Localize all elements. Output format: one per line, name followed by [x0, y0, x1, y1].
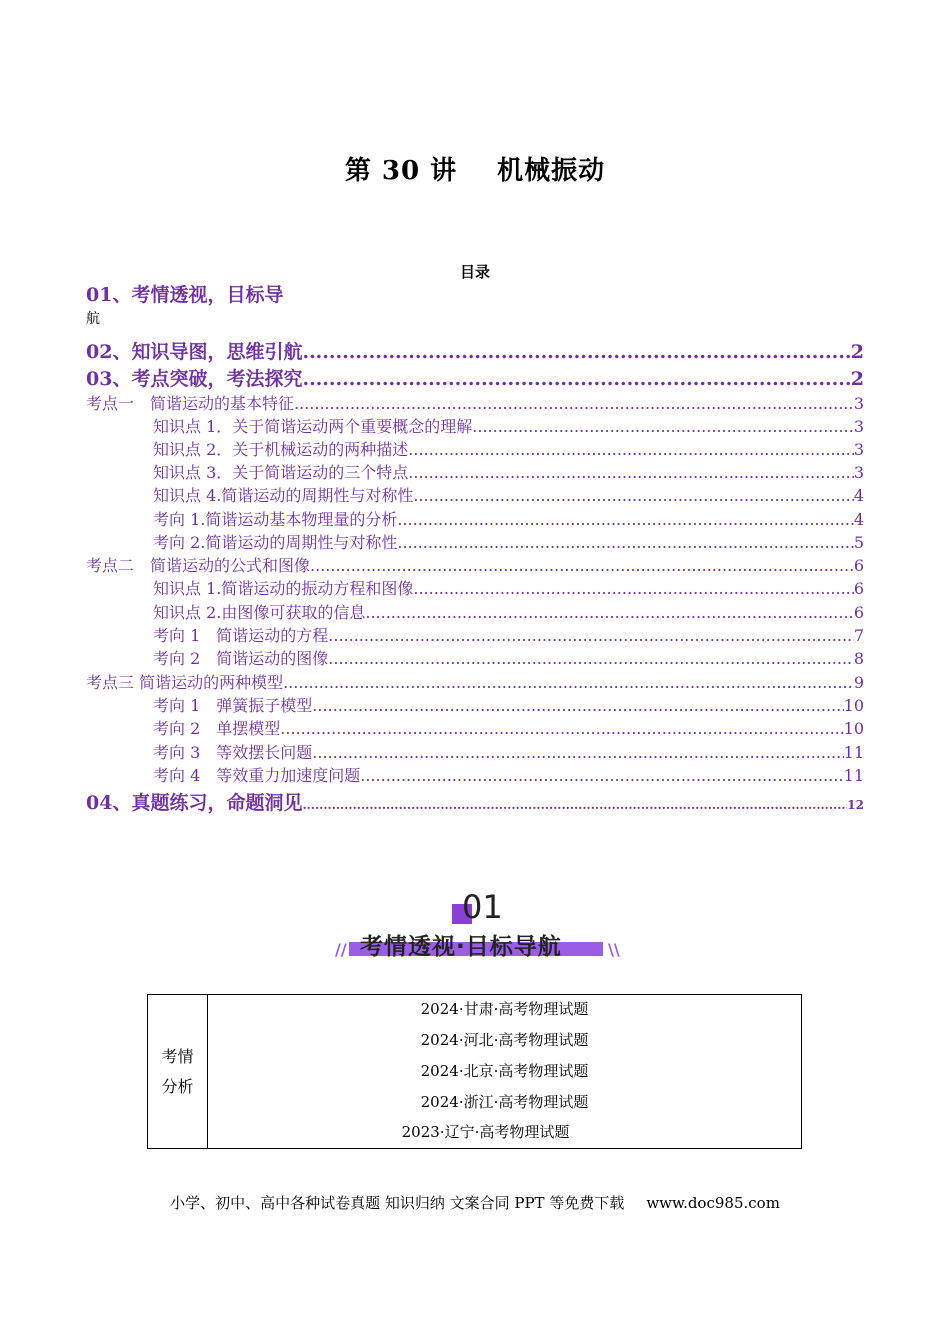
toc-entry-sub[interactable] [86, 763, 864, 786]
toc-entry-label: 考向 2.简谐运动的周期性与对称性 [153, 533, 398, 552]
toc-entry-page: 5 [853, 533, 864, 552]
toc-entry-label: 考向 4 等效重力加速度问题 [153, 766, 361, 785]
toc-entry-page: 4 [853, 510, 864, 529]
toc-entry-label: 04、真题练习，命题洞见 [86, 792, 303, 814]
toc-entry-sub[interactable] [86, 460, 864, 483]
toc-entry-page: 11 [843, 743, 864, 762]
toc-entry-01[interactable] [86, 280, 864, 307]
analysis-item: 2023·辽宁·高考物理试题 [401, 1123, 570, 1141]
toc-entry-sub[interactable] [86, 483, 864, 506]
toc-entry-page: 7 [853, 626, 864, 645]
toc-entry-label: 考向 1 简谐运动的方程 [153, 626, 329, 645]
toc-entry-page: 6 [853, 579, 864, 598]
toc-entry-label: 知识点 1．关于简谐运动两个重要概念的理解 [153, 417, 473, 436]
analysis-label: 分析 [161, 1076, 194, 1096]
toc-entry-label: 03、考点突破，考法探究 [86, 368, 303, 390]
toc-entry-page: 10 [843, 719, 864, 738]
toc-entry-sub[interactable] [86, 600, 864, 623]
toc-entry-page: 4 [853, 486, 864, 505]
toc-entry-sub[interactable] [86, 530, 864, 553]
toc-heading: 目录 [459, 263, 490, 281]
banner-label: 考情透视·目标导航 [360, 934, 562, 960]
banner-slash-right: \\ [608, 940, 620, 959]
toc-entry-label: 考向 3 等效摆长问题 [153, 743, 313, 762]
toc-entry-sub[interactable] [86, 693, 864, 716]
toc-entry-sub[interactable] [86, 576, 864, 599]
toc-entry-label: 考向 2 单摆模型 [153, 719, 281, 738]
section-banner [0, 888, 950, 968]
toc-entry-kaodian-2[interactable] [86, 553, 864, 576]
toc-entry-label: 知识点 2．关于机械运动的两种描述 [153, 440, 409, 459]
toc-entry-page: 10 [843, 696, 864, 715]
toc-entry-kaodian-1[interactable] [86, 391, 864, 414]
toc-entry-label: 考向 1 弹簧振子模型 [153, 696, 313, 715]
toc-entry-sub[interactable] [86, 716, 864, 739]
toc-entry-page: 3 [853, 394, 864, 413]
toc-entry-sub[interactable] [86, 414, 864, 437]
analysis-table [147, 994, 802, 1149]
analysis-item: 2024·甘肃·高考物理试题 [420, 1000, 589, 1018]
toc-entry-page: 3 [853, 463, 864, 482]
toc-entry-sub[interactable] [86, 623, 864, 646]
title-topic: 机械振动 [497, 156, 606, 186]
analysis-item: 2024·北京·高考物理试题 [420, 1062, 589, 1080]
toc-entry-page: 2 [850, 368, 864, 390]
toc-entry-label: 考点二 简谐运动的公式和图像 [86, 556, 311, 575]
toc-entry-label: 知识点 2.由图像可获取的信息 [153, 603, 366, 622]
toc-entry-page: 2 [850, 341, 864, 363]
toc-entry-wrap: 航 [86, 311, 100, 327]
toc-entry-02[interactable] [86, 337, 864, 364]
title-lecture: 第 30 讲 [344, 156, 458, 186]
analysis-item: 2024·河北·高考物理试题 [420, 1031, 589, 1049]
toc-entry-label: 考向 1.简谐运动基本物理量的分析 [153, 510, 398, 529]
footer-site-link[interactable]: www.doc985.com [646, 1194, 780, 1212]
toc-entry-sub[interactable] [86, 437, 864, 460]
toc-entry-label: 01、考情透视，目标导 [86, 284, 284, 306]
toc-entry-04[interactable] [86, 788, 864, 815]
toc-entry-page: 8 [853, 649, 864, 668]
page-footer [0, 1192, 950, 1213]
banner-slash-left: // [335, 940, 347, 959]
toc-entry-sub[interactable] [86, 646, 864, 669]
toc-entry-page: 3 [853, 440, 864, 459]
analysis-items-cell [208, 995, 801, 1148]
analysis-label: 考情 [161, 1046, 194, 1066]
toc-entry-kaodian-3[interactable] [86, 670, 864, 693]
toc-entry-page: 11 [843, 766, 864, 785]
toc-entry-page: 3 [853, 417, 864, 436]
toc-entry-label: 知识点 3．关于简谐运动的三个特点 [153, 463, 409, 482]
analysis-item: 2024·浙江·高考物理试题 [420, 1093, 589, 1111]
toc-entry-sub[interactable] [86, 740, 864, 763]
toc-entry-label: 考点一 简谐运动的基本特征 [86, 394, 295, 413]
toc-entry-label: 考点三 简谐运动的两种模型 [86, 673, 284, 692]
footer-text: 小学、初中、高中各种试卷真题 知识归纳 文案合同 PPT 等免费下载 [170, 1194, 625, 1212]
toc-entry-page: 9 [853, 673, 864, 692]
page-title [0, 150, 950, 187]
toc-entry-label: 知识点 1.简谐运动的振动方程和图像 [153, 579, 414, 598]
toc-entry-label: 02、知识导图，思维引航 [86, 341, 303, 363]
toc-entry-page: 6 [853, 556, 864, 575]
toc-entry-sub[interactable] [86, 507, 864, 530]
toc-entry-page: 12 [847, 798, 864, 812]
toc-entry-03[interactable] [86, 364, 864, 391]
toc-entry-label: 知识点 4.简谐运动的周期性与对称性 [153, 486, 414, 505]
toc-entry-label: 考向 2 简谐运动的图像 [153, 649, 329, 668]
toc-entry-page: 6 [853, 603, 864, 622]
banner-number: 01 [462, 888, 503, 926]
